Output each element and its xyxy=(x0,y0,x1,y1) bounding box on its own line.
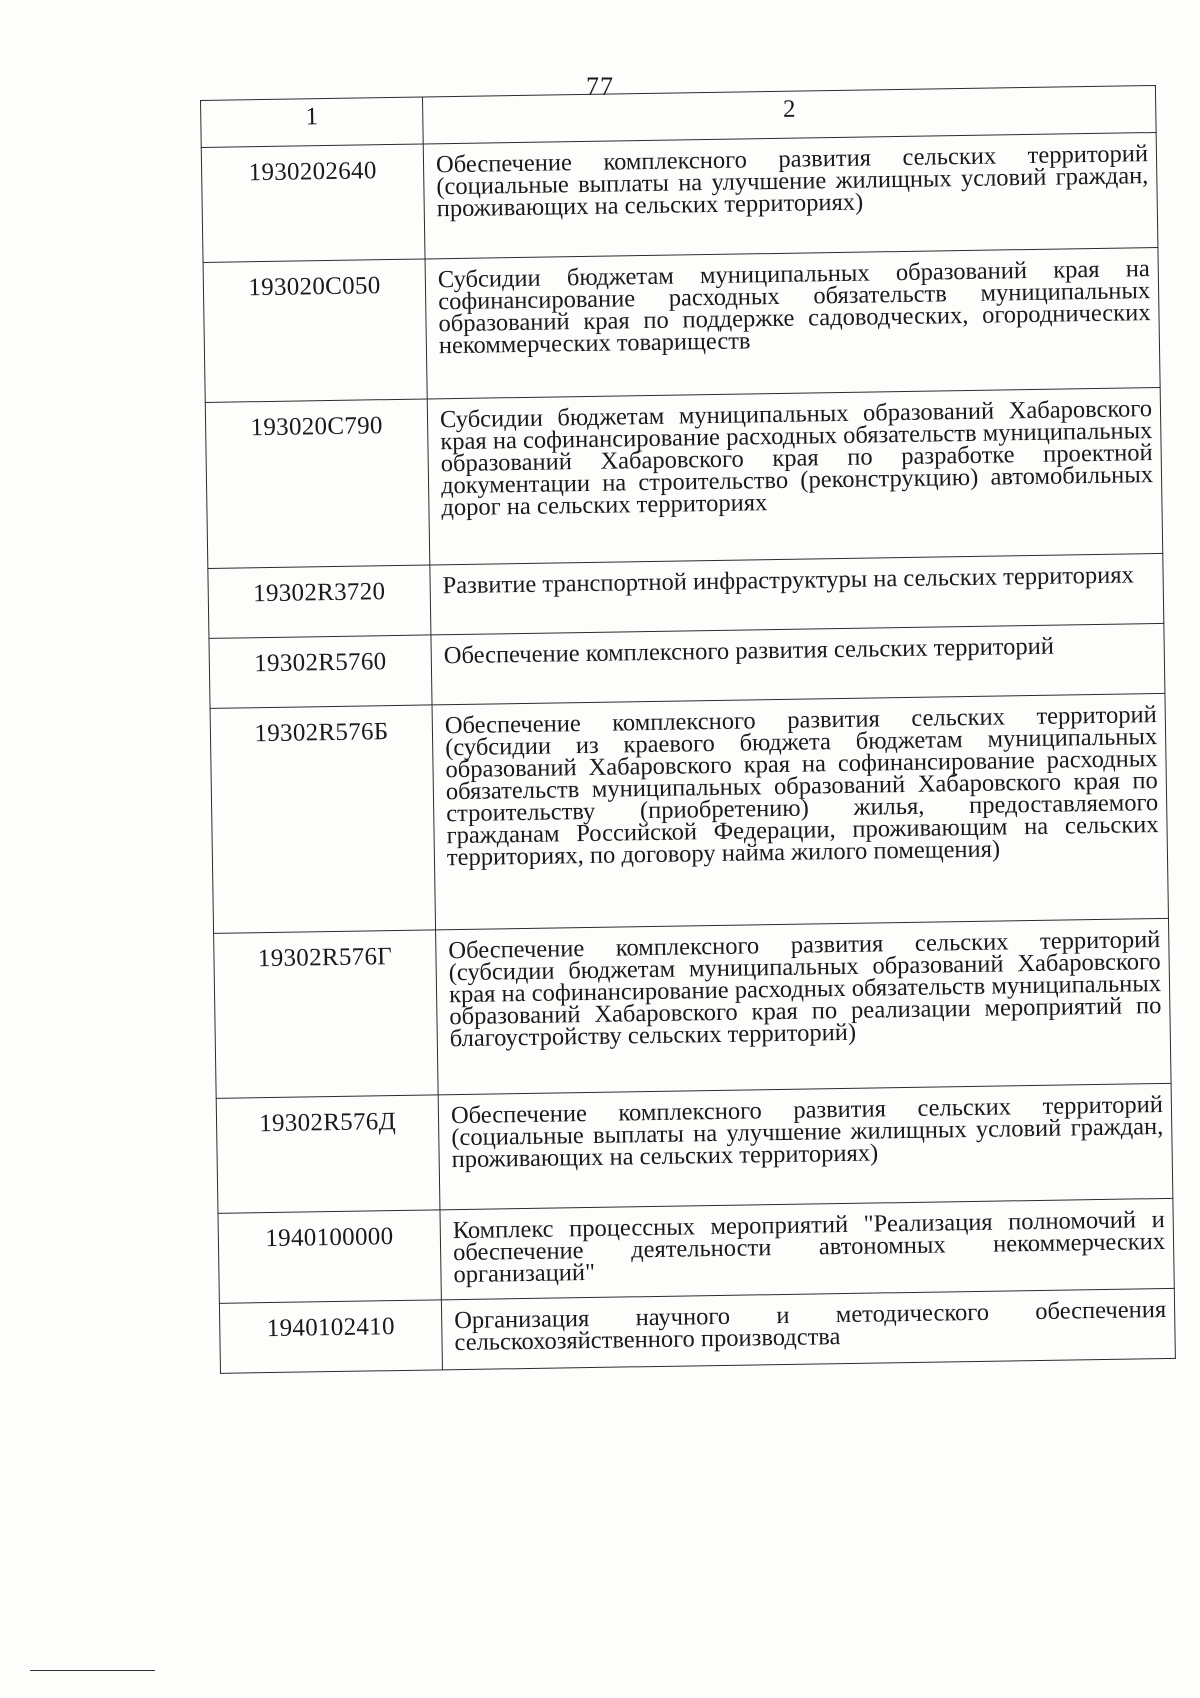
row-description: Обеспечение комплексного развития сельских территорий xyxy=(431,623,1165,705)
row-code: 1940100000 xyxy=(218,1210,441,1303)
table-row xyxy=(201,132,1158,262)
row-description: Обеспечение комплексного развития сельских территорий (субсидии бюджетам муниципальных образований Хабаровского края на софинансирование расходных обязательств муниципальных образований Хабаровского края по реализации мероприятий по благоустройству сельских территорий) xyxy=(436,918,1172,1094)
row-description: Обеспечение комплексного развития сельских территорий (социальные выплаты на улучшение жилищных условий граждан, проживающих на сельских территориях) xyxy=(423,132,1158,258)
row-description: Организация научного и методического обеспечения сельскохозяйственного производства xyxy=(441,1288,1175,1370)
row-description: Обеспечение комплексного развития сельских территорий (субсидии из краевого бюджета бюджетам муниципальных образований Хабаровского края на софинансирование расходных обязательств муниципальных образований Хабаровского края по строительству (приобретению) жилья, предоставляемого гражданам Российской Федерации, проживающим на сельских территориях, по договору найма жилого помещения) xyxy=(432,693,1168,929)
footnote-divider xyxy=(30,1670,155,1671)
row-code: 193020С050 xyxy=(203,259,427,402)
budget-classification-table xyxy=(200,85,1176,1374)
row-code: 19302R576Б xyxy=(210,705,436,933)
row-code: 19302R576Г xyxy=(214,930,439,1098)
page-number: 77 xyxy=(586,72,614,101)
row-code: 193020С790 xyxy=(205,399,430,568)
row-description: Обеспечение комплексного развития сельских территорий (социальные выплаты на улучшение жилищных условий граждан, проживающих на сельских территориях) xyxy=(438,1083,1173,1209)
table-row xyxy=(219,1288,1175,1373)
row-description: Субсидии бюджетам муниципальных образований Хабаровского края на софинансирование расходных обязательств муниципальных образований Хабаровского края по разработке проектной документации на строительство (реконструкцию) автомобильных дорог на сельских территориях xyxy=(427,387,1163,564)
column-header-code: 1 xyxy=(201,97,424,147)
row-code: 19302R5760 xyxy=(209,635,432,708)
table-row xyxy=(205,387,1162,568)
table-row xyxy=(218,1198,1174,1303)
row-code: 19302R576Д xyxy=(216,1095,440,1213)
table-row xyxy=(203,247,1160,402)
row-code: 1940102410 xyxy=(219,1300,442,1373)
budget-classification-table-wrapper xyxy=(200,85,1175,1374)
row-code: 19302R3720 xyxy=(208,565,431,638)
table-row xyxy=(214,918,1171,1098)
table-row xyxy=(210,693,1168,933)
column-header-description: 2 xyxy=(422,85,1156,144)
row-description: Субсидии бюджетам муниципальных образований края на софинансирование расходных обязательств муниципальных образований края по поддержке садоводческих, огороднических некоммерческих товариществ xyxy=(425,247,1160,398)
row-code: 1930202640 xyxy=(201,144,425,262)
table-row xyxy=(216,1083,1173,1213)
row-description: Комплекс процессных мероприятий "Реализация полномочий и обеспечение деятельности автономных некоммерческих организаций" xyxy=(440,1198,1174,1300)
row-description: Развитие транспортной инфраструктуры на сельских территориях xyxy=(430,553,1164,635)
